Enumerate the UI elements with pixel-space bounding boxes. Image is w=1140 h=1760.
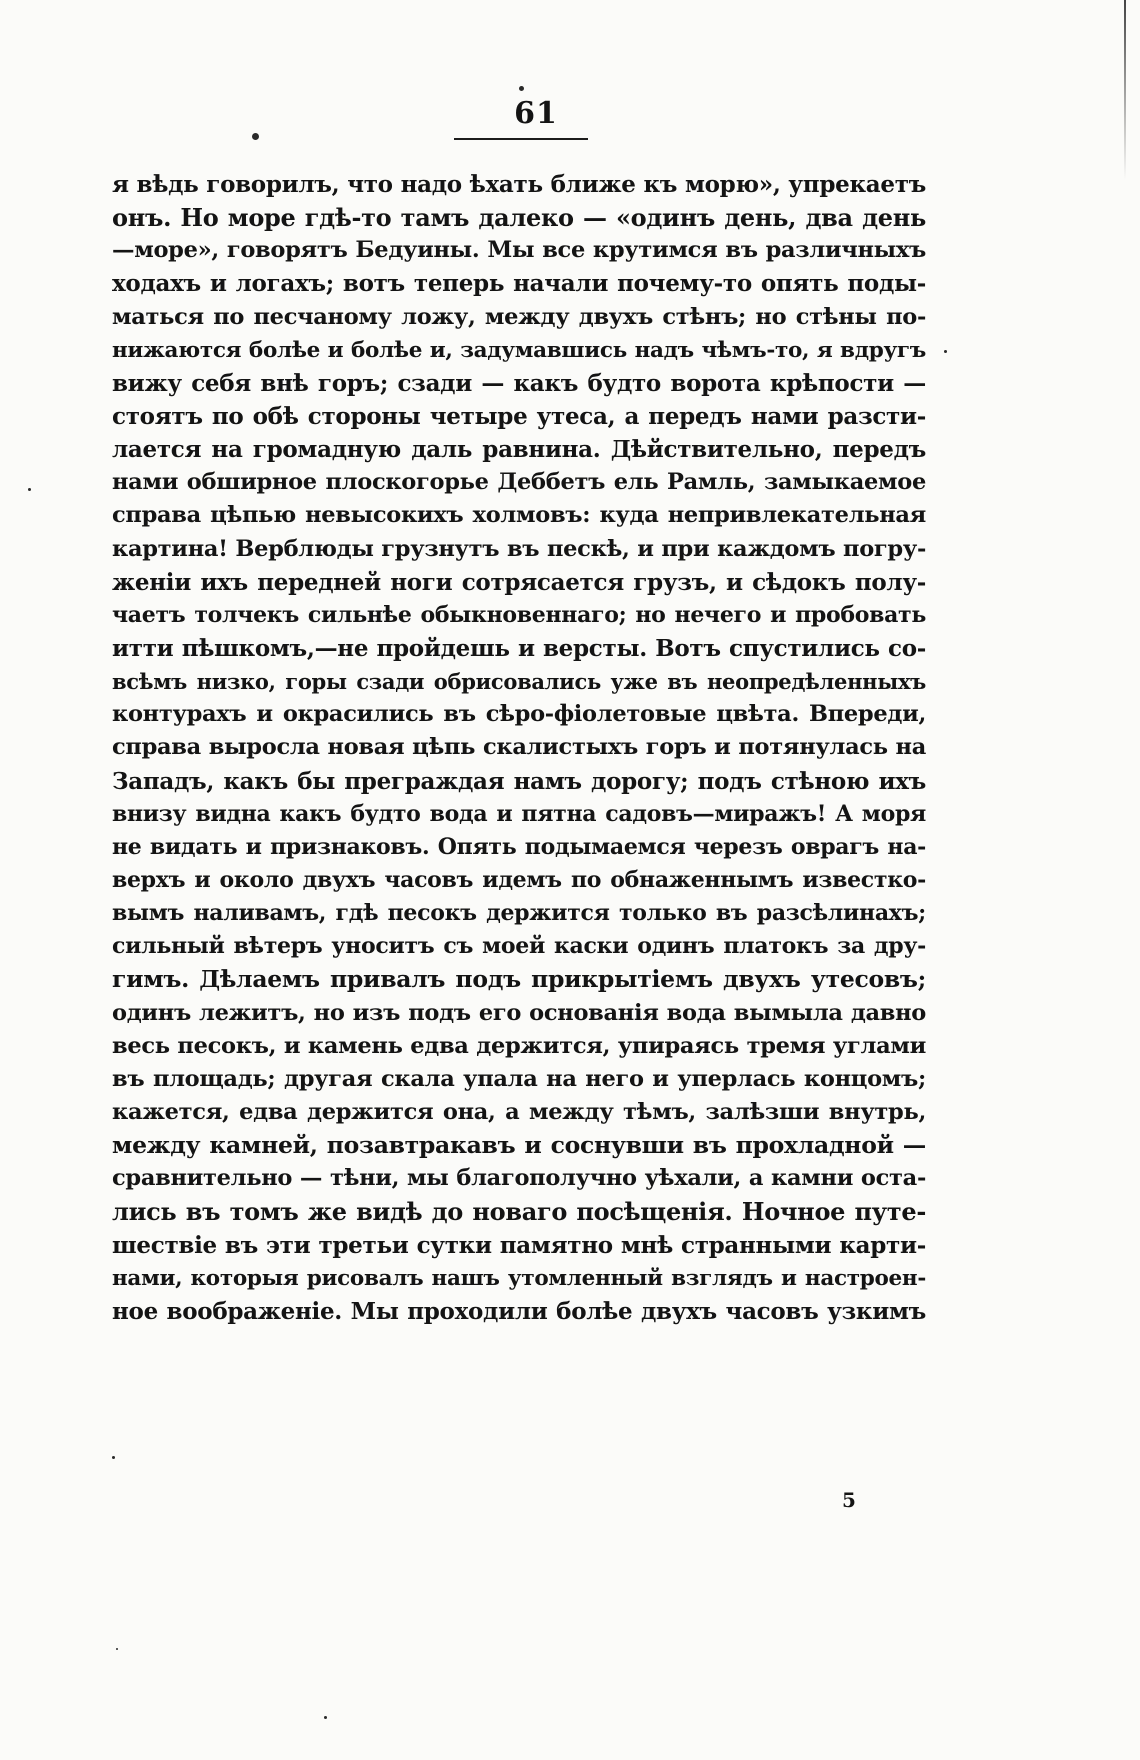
text-line: нижаются болѣе и болѣе и, задумавшись надъ чѣмъ-то, я вдругъ: [112, 337, 926, 363]
text-line: вымъ наливамъ, гдѣ песокъ держится только въ разсѣлинахъ;: [112, 900, 926, 927]
text-line: сильный вѣтеръ уноситъ съ моей каски одинъ платокъ за дру-: [112, 933, 926, 960]
text-line: справа цѣпью невысокихъ холмовъ: куда непривлекательная: [112, 502, 926, 529]
text-line: онъ. Но море гдѣ-то тамъ далеко — «одинъ день, два день: [112, 203, 926, 233]
text-line: внизу видна какъ будто вода и пятна садовъ—миражъ! А моря: [112, 800, 926, 827]
text-line: Западъ, какъ бы преграждая намъ дорогу; подъ стѣною ихъ: [112, 767, 926, 795]
text-line: ходахъ и логахъ; вотъ теперь начали почему-то опять поды-: [112, 270, 926, 298]
print-speck: [519, 86, 524, 91]
print-speck: [112, 1456, 115, 1459]
text-line: женіи ихъ передней ноги сотрясается грузъ, и сѣдокъ полу-: [112, 568, 926, 596]
header-rule: [454, 138, 588, 140]
text-line: —море», говорятъ Бедуины. Мы все крутимся въ различныхъ: [112, 237, 926, 264]
text-line: нами обширное плоскогорье Деббетъ ель Рамль, замыкаемое: [112, 469, 926, 496]
text-line: кажется, едва держится она, а между тѣмъ, залѣзши внутрь,: [112, 1098, 926, 1125]
print-speck: [252, 133, 259, 140]
print-speck: [324, 1716, 327, 1719]
text-line: чаетъ толчекъ сильнѣе обыкновеннаго; но нечего и пробовать: [112, 601, 926, 628]
text-line: одинъ лежитъ, но изъ подъ его основанія вода вымыла давно: [112, 999, 926, 1026]
text-line: верхъ и около двухъ часовъ идемъ по обнаженнымъ известко-: [112, 866, 926, 893]
text-line: не видать и признаковъ. Опять подымаемся черезъ оврагъ на-: [112, 833, 926, 860]
text-line: всѣмъ низко, горы сзади обрисовались уже въ неопредѣленныхъ: [112, 669, 926, 695]
text-line: стоятъ по обѣ стороны четыре утеса, а передъ нами разсти-: [112, 402, 926, 430]
text-line: лается на громадную даль равнина. Дѣйствительно, передъ: [112, 436, 926, 464]
text-line: маться по песчаному ложу, между двухъ стѣнъ; но стѣны по-: [112, 303, 926, 330]
text-line: ное воображеніе. Мы проходили болѣе двухъ часовъ узкимъ: [112, 1297, 926, 1325]
text-line: картина! Верблюды грузнутъ въ пескѣ, и при каждомъ погру-: [112, 535, 926, 562]
text-line: весь песокъ, и камень едва держится, упираясь тремя углами: [112, 1032, 926, 1059]
text-line: между камней, позавтракавъ и соснувши въ прохладной —: [112, 1131, 926, 1160]
text-line: вижу себя внѣ горъ; сзади — какъ будто ворота крѣпости —: [112, 369, 926, 397]
print-speck: [116, 1648, 118, 1650]
print-speck: [944, 350, 947, 353]
text-line: итти пѣшкомъ,—не пройдешь и версты. Вотъ спустились со-: [112, 634, 926, 662]
body-text: [112, 168, 926, 1328]
text-line: контурахъ и окрасились въ сѣро-фіолетовые цвѣта. Впереди,: [112, 701, 926, 728]
text-line: справа выросла новая цѣпь скалистыхъ горъ и потянулась на: [112, 734, 926, 761]
text-line: я вѣдь говорилъ, что надо ѣхать ближе къ морю», упрекаетъ: [112, 171, 926, 198]
page-edge-shadow: [1124, 0, 1126, 180]
text-line: въ площадь; другая скала упала на него и уперлась концомъ;: [112, 1065, 926, 1092]
print-speck: [28, 488, 31, 491]
text-line: гимъ. Дѣлаемъ привалъ подъ прикрытіемъ двухъ утесовъ;: [112, 965, 926, 994]
text-line: лись въ томъ же видѣ до новаго посѣщенія. Ночное путе-: [112, 1197, 926, 1227]
signature-mark: 5: [842, 1488, 856, 1512]
text-line: шествіе въ эти третьи сутки памятно мнѣ странными карти-: [112, 1231, 926, 1259]
text-line: сравнительно — тѣни, мы благополучно уѣхали, а камни оста-: [112, 1165, 926, 1192]
text-line: нами, которыя рисовалъ нашъ утомленный взглядъ и настроен-: [112, 1265, 926, 1291]
page-number: 61: [514, 96, 558, 131]
